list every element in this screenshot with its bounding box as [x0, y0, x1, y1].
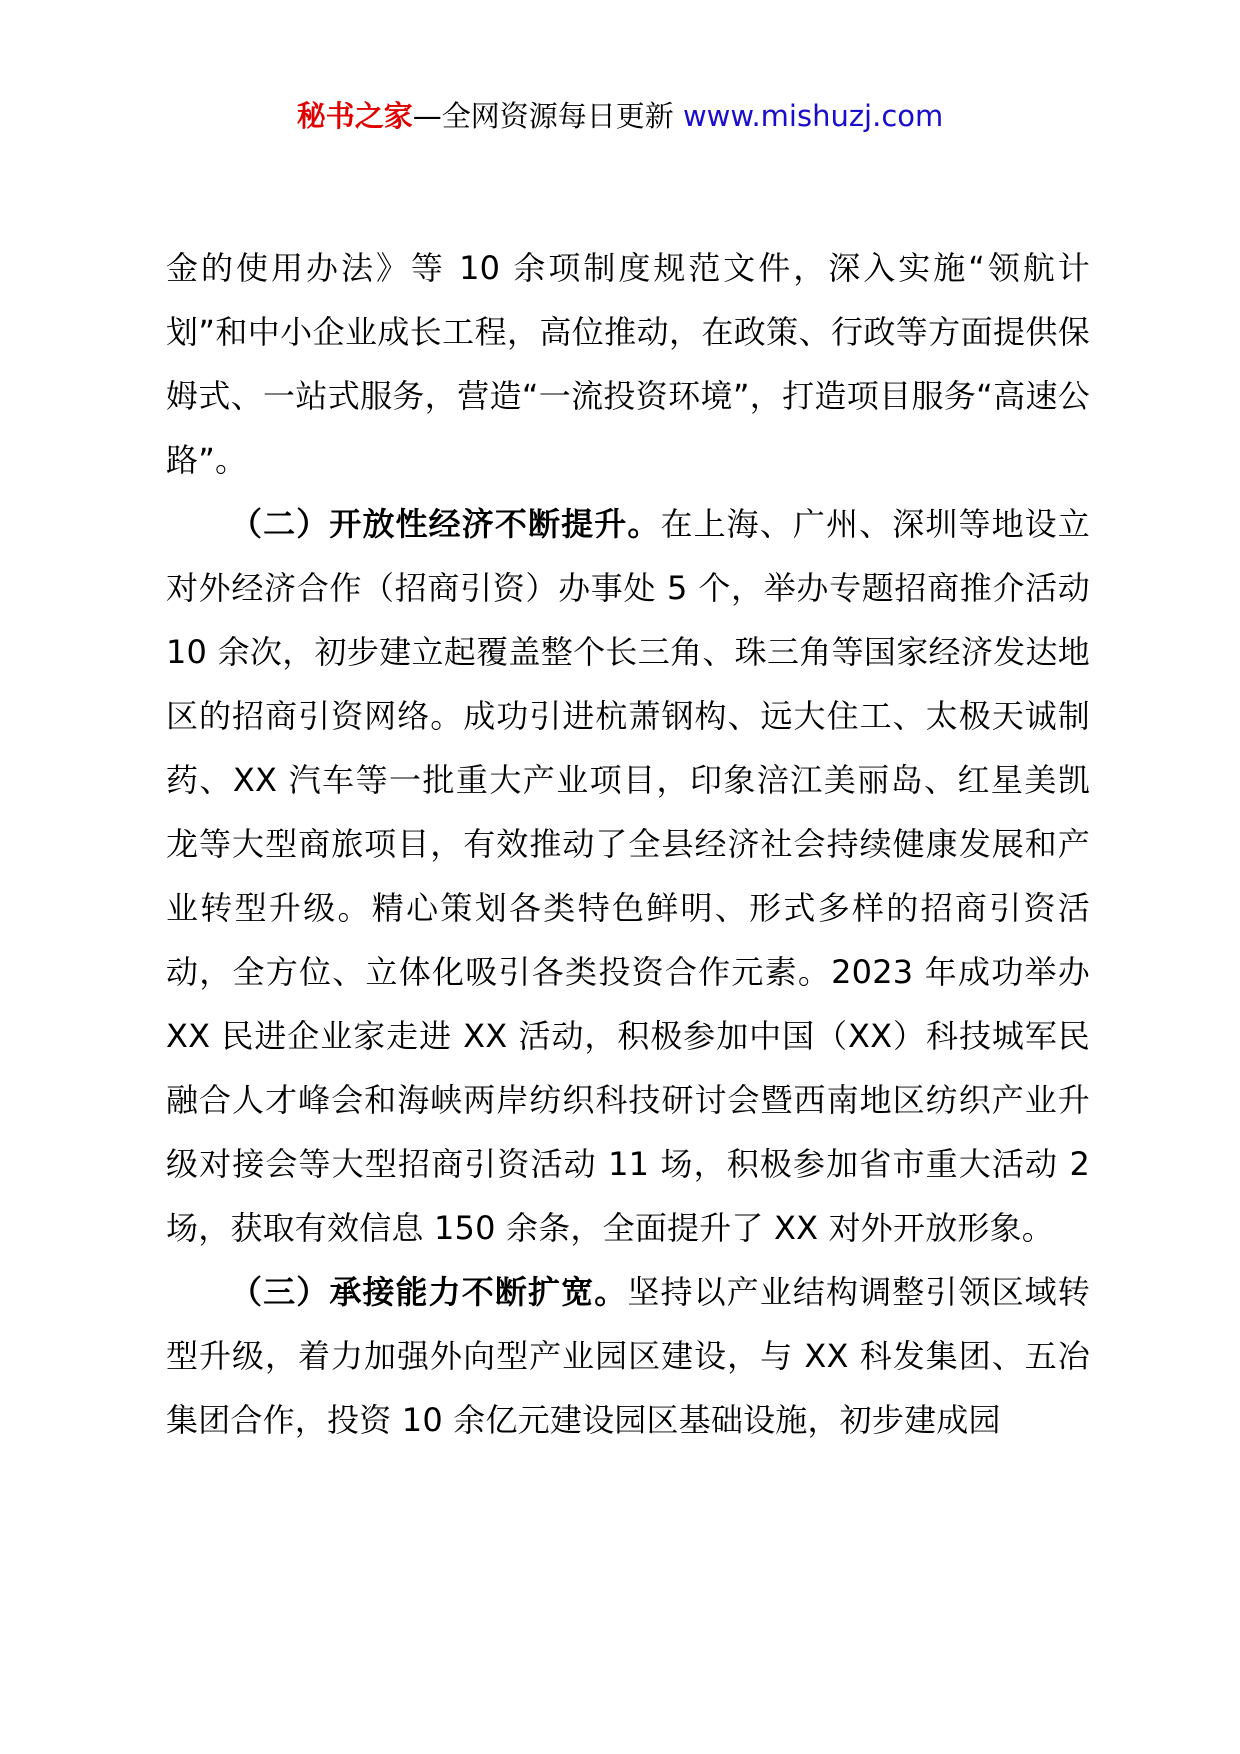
- paragraph-capacity: [166, 1260, 1090, 1452]
- section-heading-open-economy: （二）开放性经济不断提升。: [230, 505, 661, 543]
- paragraph-open-economy-text: 在上海、广州、深圳等地设立对外经济合作（招商引资）办事处 5 个，举办专题招商推介活动 10 余次，初步建立起覆盖整个长三角、珠三角等国家经济发达地区的招商引资网络。成功引进杭萧钢构、远大住工、太极天诚制药、XX 汽车等一批重大产业项目，印象涪江美丽岛、红星美凯龙等大型商旅项目，有效推动了全县经济社会持续健康发展和产业转型升级。精心策划各类特色鲜明、形式多样的招商引资活动，全方位、立体化吸引各类投资合作元素。2023 年成功举办 XX 民进企业家走进 XX 活动，积极参加中国（XX）科技城军民融合人才峰会和海峡两岸纺织科技研讨会暨西南地区纺织产业升级对接会等大型招商引资活动 11 场，积极参加省市重大活动 2 场，获取有效信息 150 余条，全面提升了 XX 对外开放形象。: [166, 505, 1090, 1247]
- paragraph-open-economy: [166, 492, 1090, 1260]
- site-brand: 秘书之家: [296, 99, 413, 133]
- section-heading-capacity: （三）承接能力不断扩宽。: [230, 1273, 628, 1311]
- site-url-link[interactable]: www.mishuzj.com: [682, 99, 944, 133]
- site-header: [0, 96, 1240, 136]
- paragraph-capacity-text: 坚持以产业结构调整引领区域转型升级，着力加强外向型产业园区建设，与 XX 科发集团、五冶集团合作，投资 10 余亿元建设园区基础设施，初步建成园: [166, 1273, 1090, 1439]
- paragraph-continuation: 金的使用办法》等 10 余项制度规范文件，深入实施“领航计划”和中小企业成长工程，高位推动，在政策、行政等方面提供保姆式、一站式服务，营造“一流投资环境”，打造项目服务“高速公路”。: [166, 249, 1090, 479]
- site-tagline: —全网资源每日更新: [412, 99, 683, 133]
- document-body: [166, 236, 1090, 1452]
